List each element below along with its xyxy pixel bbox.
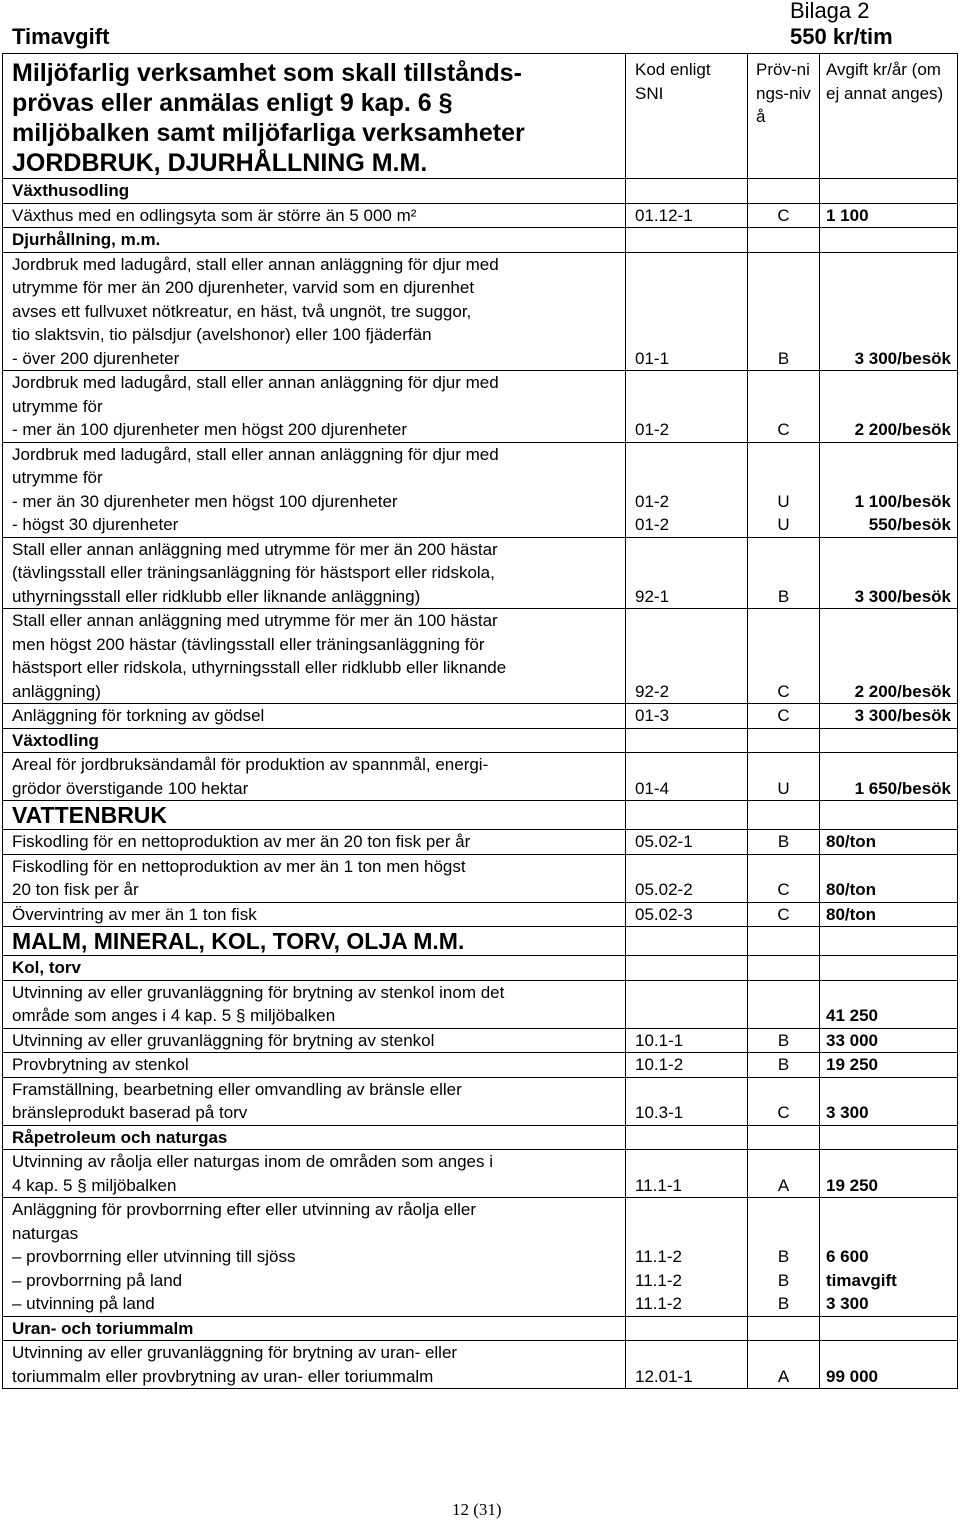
empty-cell [820, 179, 958, 204]
provningsniva: A [777, 1366, 790, 1386]
sni-code: 11.1-2 [635, 1294, 682, 1313]
description-line: – provborrning eller utvinning till sjöss [12, 1247, 296, 1266]
description-cell [3, 1341, 626, 1389]
provningsniva: C [777, 1103, 790, 1122]
sni-code-cell [626, 252, 748, 371]
table-row [3, 753, 958, 801]
sni-code: 10.3-1 [635, 1103, 684, 1122]
description-line: – utvinning på land [12, 1294, 155, 1313]
fee-amount: 80/ton [826, 904, 877, 924]
table-row [3, 728, 958, 753]
fee-amount-cell [820, 854, 958, 902]
sni-code: 01-2 [635, 515, 670, 534]
sni-code: 10.1-1 [635, 1030, 684, 1050]
description-line: Jordbruk med ladugård, stall eller annan anläggning för djur med [12, 444, 499, 464]
description-line: 4 kap. 5 § miljöbalken [12, 1175, 177, 1195]
sni-code-cell [626, 1077, 748, 1125]
provningsniva-cell [748, 371, 820, 443]
page-title-line: prövas eller anmälas enligt 9 kap. 6 § [12, 89, 453, 117]
provningsniva: B [777, 1270, 790, 1290]
sni-code-cell [626, 442, 748, 537]
provningsniva-cell [748, 537, 820, 609]
sni-code-cell [626, 854, 748, 902]
sni-code-cell [626, 1028, 748, 1053]
description-cell [3, 537, 626, 609]
provningsniva-cell [748, 1028, 820, 1053]
fee-amount: 19 250 [826, 1055, 878, 1074]
provningsniva-cell [748, 442, 820, 537]
section-heading: VATTENBRUK [12, 802, 168, 828]
sni-code-cell [626, 609, 748, 704]
empty-cell [748, 1125, 820, 1150]
provningsniva: A [777, 1175, 790, 1195]
provningsniva-cell [748, 609, 820, 704]
table-row [3, 1077, 958, 1125]
description-line: Anläggning för torkning av gödsel [12, 706, 265, 725]
provningsniva-cell [748, 1053, 820, 1078]
description-line: Stall eller annan anläggning med utrymme för mer än 100 hästar [12, 611, 498, 630]
description-line: Utvinning av eller gruvanläggning för brytning av stenkol inom det [12, 982, 505, 1002]
description-line: utrymme för [12, 468, 103, 487]
sni-code-cell [626, 704, 748, 729]
fee-amount-cell [820, 203, 958, 228]
sni-code: 11.1-2 [635, 1270, 682, 1290]
table-row [3, 179, 958, 204]
fee-amount-cell [820, 980, 958, 1028]
sni-code: 01-4 [635, 778, 670, 798]
section-cell [3, 179, 626, 204]
table-row [3, 442, 958, 537]
sni-code: 12.01-1 [635, 1366, 693, 1386]
empty-cell [820, 956, 958, 981]
description-line: - mer än 30 djurenheter men högst 100 djurenheter [12, 491, 398, 511]
table-row [3, 1053, 958, 1078]
empty-cell [626, 1125, 748, 1150]
description-line: Fiskodling för en nettoproduktion av mer än 1 ton men högst [12, 856, 466, 876]
fee-amount-cell [820, 252, 958, 371]
description-line: Jordbruk med ladugård, stall eller annan anläggning för djur med [12, 373, 499, 392]
description-line: – provborrning på land [12, 1270, 183, 1290]
fee-amount: 1 100 [826, 205, 869, 225]
fee-amount-cell [820, 830, 958, 855]
description-line: grödor överstigande 100 hektar [12, 778, 249, 798]
empty-cell [626, 927, 748, 956]
description-line: toriummalm eller provbrytning av uran- eller toriummalm [12, 1366, 434, 1386]
description-cell [3, 609, 626, 704]
provningsniva: U [777, 515, 790, 534]
description-line: Stall eller annan anläggning med utrymme för mer än 200 hästar [12, 539, 498, 559]
table-row [3, 830, 958, 855]
sni-code-cell [626, 753, 748, 801]
table-row [3, 902, 958, 927]
sni-code: 01-2 [635, 491, 670, 511]
description-line: tio slaktsvin, tio pälsdjur (avelshonor) eller 100 fjäderfän [12, 325, 432, 344]
description-line: uthyrningsstall eller ridklubb eller liknande anläggning) [12, 586, 421, 606]
provningsniva: C [777, 880, 790, 899]
description-cell [3, 902, 626, 927]
sni-code-cell [626, 203, 748, 228]
fee-amount: 3 300/besök [854, 586, 951, 606]
section-heading: Råpetroleum och naturgas [12, 1127, 228, 1147]
section-heading: Kol, torv [12, 958, 81, 977]
fee-table [2, 53, 958, 1389]
fee-amount-cell [820, 1077, 958, 1125]
empty-cell [748, 956, 820, 981]
fee-amount-cell [820, 537, 958, 609]
section-cell [3, 1125, 626, 1150]
fee-amount-cell [820, 1198, 958, 1317]
sni-code: 11.1-1 [635, 1175, 682, 1195]
page-number: 12 (31) [452, 1500, 502, 1519]
description-line: (tävlingsstall eller träningsanläggning för hästsport eller ridskola, [12, 563, 495, 582]
description-cell [3, 1053, 626, 1078]
description-cell [3, 1150, 626, 1198]
fee-amount: 1 100/besök [854, 491, 951, 511]
section-cell [3, 927, 626, 956]
sni-code: 01-1 [635, 348, 670, 368]
empty-cell [820, 1125, 958, 1150]
sni-code: 05.02-1 [635, 832, 693, 851]
description-line: avses ett fullvuxet nötkreatur, en häst, två ungnöt, tre suggor, [12, 301, 472, 321]
section-cell [3, 228, 626, 253]
description-cell [3, 203, 626, 228]
table-row [3, 704, 958, 729]
description-line: Växthus med en odlingsyta som är större än 5 000 m² [12, 205, 417, 225]
sni-code: 01-3 [635, 706, 670, 725]
sni-code-cell [626, 537, 748, 609]
fee-amount-cell [820, 902, 958, 927]
empty-cell [820, 927, 958, 956]
fee-amount: 3 300 [826, 1103, 869, 1122]
bilaga-label: Bilaga 2 [790, 0, 870, 23]
description-line: bränsleprodukt baserad på torv [12, 1103, 248, 1122]
table-row [3, 228, 958, 253]
table-row [3, 1150, 958, 1198]
description-cell [3, 371, 626, 443]
provningsniva-cell [748, 1341, 820, 1389]
provningsniva: C [777, 681, 790, 701]
provningsniva: B [777, 1030, 790, 1050]
provningsniva: B [777, 586, 790, 606]
empty-cell [820, 1316, 958, 1341]
header-kod [626, 54, 748, 179]
description-cell [3, 252, 626, 371]
sni-code: 10.1-2 [635, 1055, 684, 1074]
table-row [3, 371, 958, 443]
header-avgift [820, 54, 958, 179]
description-line: utrymme för mer än 200 djurenheter, varvid som en djurenhet [12, 278, 475, 297]
empty-cell [820, 728, 958, 753]
sni-code: 11.1-2 [635, 1247, 682, 1266]
empty-cell [748, 728, 820, 753]
provningsniva-cell [748, 203, 820, 228]
section-cell [3, 801, 626, 830]
empty-cell [626, 1316, 748, 1341]
provningsniva-cell [748, 854, 820, 902]
sni-code-cell [626, 1341, 748, 1389]
sni-code-cell [626, 980, 748, 1028]
sni-code-cell [626, 1198, 748, 1317]
section-heading: Växthusodling [12, 181, 130, 200]
empty-cell [748, 1316, 820, 1341]
fee-amount: 33 000 [826, 1030, 878, 1050]
provningsniva-cell [748, 1198, 820, 1317]
table-header-row [3, 54, 958, 179]
provningsniva: B [777, 348, 790, 368]
description-line: Övervintring av mer än 1 ton fisk [12, 904, 257, 924]
provningsniva-cell [748, 704, 820, 729]
provningsniva: C [777, 904, 790, 924]
description-line: Anläggning för provborrning efter eller utvinning av råolja eller [12, 1200, 476, 1219]
description-line: hästsport eller ridskola, uthyrningsstall eller ridklubb eller liknande [12, 658, 507, 677]
sni-code: 92-2 [635, 681, 670, 701]
fee-amount: 6 600 [826, 1247, 869, 1266]
header-avgift-text: Avgift kr/år (om ej annat anges) [826, 60, 944, 103]
empty-cell [626, 728, 748, 753]
fee-amount: 2 200/besök [854, 681, 951, 701]
provningsniva: C [777, 420, 790, 439]
empty-cell [820, 801, 958, 830]
sni-code-cell [626, 1053, 748, 1078]
empty-cell [748, 228, 820, 253]
provningsniva: U [777, 778, 790, 798]
empty-cell [626, 228, 748, 253]
section-cell [3, 1316, 626, 1341]
fee-amount-cell [820, 609, 958, 704]
sni-code-cell [626, 830, 748, 855]
provningsniva-cell [748, 980, 820, 1028]
section-heading: Djurhållning, m.m. [12, 230, 161, 249]
timavgift-label: Timavgift [12, 24, 110, 49]
section-cell [3, 956, 626, 981]
section-heading: Växtodling [12, 730, 99, 750]
provningsniva-cell [748, 252, 820, 371]
fee-amount: 80/ton [826, 832, 877, 851]
description-cell [3, 442, 626, 537]
section-heading: MALM, MINERAL, KOL, TORV, OLJA M.M. [12, 928, 465, 954]
table-row [3, 980, 958, 1028]
table-row [3, 801, 958, 830]
sni-code: 05.02-2 [635, 880, 693, 899]
description-line: Jordbruk med ladugård, stall eller annan anläggning för djur med [12, 254, 499, 274]
empty-cell [626, 179, 748, 204]
description-cell [3, 753, 626, 801]
table-row [3, 1316, 958, 1341]
description-line: - högst 30 djurenheter [12, 515, 179, 534]
sni-code-cell [626, 371, 748, 443]
title-cell [3, 54, 626, 179]
provningsniva-cell [748, 1150, 820, 1198]
sni-code: 05.02-3 [635, 904, 693, 924]
fee-amount: 3 300/besök [854, 706, 951, 725]
description-cell [3, 980, 626, 1028]
table-row [3, 1028, 958, 1053]
description-line: område som anges i 4 kap. 5 § miljöbalken [12, 1006, 336, 1025]
description-cell [3, 1028, 626, 1053]
description-line: 20 ton fisk per år [12, 880, 139, 899]
table-row [3, 854, 958, 902]
provningsniva: B [777, 1055, 790, 1074]
table-row [3, 609, 958, 704]
fee-amount: 3 300 [826, 1294, 869, 1313]
header-prov-text: Pröv-nings-nivå [756, 60, 811, 126]
provningsniva-cell [748, 753, 820, 801]
description-line: men högst 200 hästar (tävlingsstall eller träningsanläggning för [12, 634, 485, 654]
provningsniva: B [777, 1247, 790, 1266]
table-row [3, 1341, 958, 1389]
section-heading: Uran- och toriummalm [12, 1318, 194, 1338]
section-cell [3, 728, 626, 753]
fee-amount: 80/ton [826, 880, 877, 899]
table-row [3, 203, 958, 228]
provningsniva-cell [748, 1077, 820, 1125]
fee-amount-cell [820, 442, 958, 537]
description-line: naturgas [12, 1223, 79, 1243]
fee-amount: 550/besök [868, 515, 951, 534]
fee-amount: 19 250 [826, 1175, 878, 1195]
fee-amount: 2 200/besök [854, 420, 951, 439]
empty-cell [748, 801, 820, 830]
provningsniva: C [777, 205, 790, 225]
description-cell [3, 704, 626, 729]
empty-cell [748, 927, 820, 956]
description-line: Provbrytning av stenkol [12, 1055, 189, 1074]
table-row [3, 1125, 958, 1150]
table-row [3, 1198, 958, 1317]
description-cell [3, 854, 626, 902]
provningsniva: U [777, 491, 790, 511]
fee-amount-cell [820, 1150, 958, 1198]
description-line: Areal för jordbruksändamål för produktion av spannmål, energi- [12, 755, 489, 774]
provningsniva-cell [748, 830, 820, 855]
description-cell [3, 1077, 626, 1125]
description-line: anläggning) [12, 681, 101, 701]
page-title-line: miljöbalken samt miljöfarliga verksamheter [12, 119, 525, 147]
description-line: - mer än 100 djurenheter men högst 200 djurenheter [12, 420, 408, 439]
fee-amount: 1 650/besök [854, 778, 951, 798]
page-title-line: JORDBRUK, DJURHÅLLNING M.M. [12, 149, 428, 177]
sni-code-cell [626, 1150, 748, 1198]
empty-cell [626, 801, 748, 830]
fee-amount-cell [820, 704, 958, 729]
sni-code: 92-1 [635, 586, 670, 606]
description-line: Utvinning av eller gruvanläggning för brytning av uran- eller [12, 1343, 458, 1362]
table-row [3, 927, 958, 956]
description-cell [3, 830, 626, 855]
header-prov [748, 54, 820, 179]
empty-cell [748, 179, 820, 204]
sni-code-cell [626, 902, 748, 927]
table-row [3, 956, 958, 981]
description-line: - över 200 djurenheter [12, 348, 180, 368]
fee-amount-cell [820, 753, 958, 801]
description-line: utrymme för [12, 396, 103, 416]
description-cell [3, 1198, 626, 1317]
sni-code: 01.12-1 [635, 205, 693, 225]
fee-amount: 3 300/besök [854, 348, 951, 368]
fee-amount: timavgift [826, 1270, 897, 1290]
description-line: Utvinning av eller gruvanläggning för brytning av stenkol [12, 1030, 435, 1050]
table-row [3, 537, 958, 609]
page-title-line: Miljöfarlig verksamhet som skall tillstånds- [12, 59, 522, 87]
fee-amount-cell [820, 371, 958, 443]
fee-amount-cell [820, 1053, 958, 1078]
description-line: Framställning, bearbetning eller omvandling av bränsle eller [12, 1079, 462, 1099]
hourly-rate: 550 kr/tim [790, 24, 893, 49]
fee-amount-cell [820, 1341, 958, 1389]
provningsniva: B [777, 1294, 790, 1313]
table-row [3, 252, 958, 371]
description-line: Utvinning av råolja eller naturgas inom de områden som anges i [12, 1152, 493, 1171]
sni-code: 01-2 [635, 420, 670, 439]
provningsniva: C [777, 706, 790, 725]
empty-cell [626, 956, 748, 981]
fee-amount: 99 000 [826, 1366, 878, 1386]
fee-amount-cell [820, 1028, 958, 1053]
description-line: Fiskodling för en nettoproduktion av mer än 20 ton fisk per år [12, 832, 471, 851]
provningsniva-cell [748, 902, 820, 927]
empty-cell [820, 228, 958, 253]
provningsniva: B [777, 832, 790, 851]
header-kod-text: Kod enligt SNI [635, 60, 711, 103]
fee-amount: 41 250 [826, 1006, 878, 1025]
